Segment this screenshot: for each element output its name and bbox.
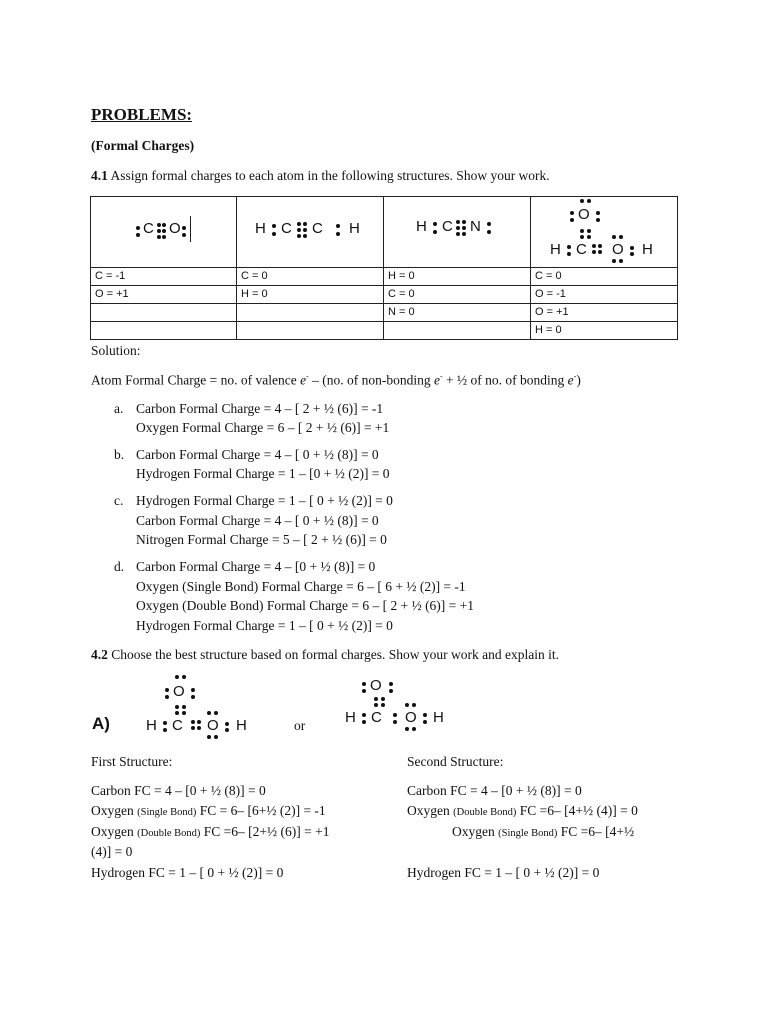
atom-label: H bbox=[345, 709, 356, 726]
table-cell: O = +1 bbox=[95, 288, 129, 300]
choice-label: A) bbox=[92, 714, 110, 733]
second-carbon: Carbon FC = 4 – [0 + ½ (8)] = 0 bbox=[407, 783, 582, 798]
formula-e: e bbox=[567, 372, 574, 388]
text-part: Oxygen bbox=[91, 824, 138, 839]
formula-part: ) bbox=[576, 372, 581, 388]
table-cell: H = 0 bbox=[535, 324, 562, 336]
text-part: Oxygen bbox=[452, 824, 499, 839]
atom-label: H bbox=[255, 220, 266, 237]
atom-label: O bbox=[578, 206, 590, 223]
table-cell: H = 0 bbox=[388, 270, 415, 282]
table-cell: H = 0 bbox=[241, 288, 268, 300]
question-text: Choose the best structure based on formal charges. Show your work and explain it. bbox=[111, 647, 560, 662]
first-oxygen-cont: (4)] = 0 bbox=[91, 844, 133, 859]
atom-label: H bbox=[146, 717, 157, 734]
answer-line: Hydrogen Formal Charge = 1 – [0 + ½ (2)] = 0 bbox=[136, 466, 390, 481]
solution-label: Solution: bbox=[91, 343, 141, 358]
formula-e: e bbox=[300, 372, 307, 388]
answer-letter: b. bbox=[114, 447, 125, 462]
atom-label: C bbox=[576, 241, 587, 258]
table-cell: O = -1 bbox=[535, 288, 566, 300]
or-label: or bbox=[294, 718, 306, 733]
answer-line: Oxygen (Double Bond) Formal Charge = 6 – [ 2 + ½ (6)] = +1 bbox=[136, 598, 475, 613]
first-oxygen-double bbox=[91, 824, 330, 840]
table-cell: C = 0 bbox=[241, 270, 268, 282]
formula-part: Atom Formal Charge = no. of valence bbox=[91, 372, 301, 388]
answer-line: Carbon Formal Charge = 4 – [0 + ½ (8)] = 0 bbox=[136, 559, 376, 574]
answer-line: Oxygen Formal Charge = 6 – [ 2 + ½ (6)] = +1 bbox=[136, 420, 390, 435]
first-structure-title: First Structure: bbox=[91, 754, 173, 769]
atom-label: O bbox=[169, 220, 181, 237]
table-cell: C = 0 bbox=[388, 288, 415, 300]
question-number: 4.1 bbox=[91, 168, 108, 183]
formula-part: + ½ of no. of bonding bbox=[442, 372, 568, 388]
answer-line: Carbon Formal Charge = 4 – [ 0 + ½ (8)] = 0 bbox=[136, 513, 379, 528]
atom-label: H bbox=[416, 218, 427, 235]
table-cell: N = 0 bbox=[388, 306, 415, 318]
atom-label: C bbox=[172, 717, 183, 734]
answer-line: Hydrogen Formal Charge = 1 – [ 0 + ½ (2)] = 0 bbox=[136, 618, 393, 633]
bond-note: (Double Bond) bbox=[137, 828, 201, 839]
bond-note: (Double Bond) bbox=[453, 807, 517, 818]
second-oxygen-single bbox=[452, 824, 634, 840]
answer-letter: c. bbox=[114, 493, 124, 508]
text-part: Oxygen bbox=[91, 803, 138, 818]
atom-label: O bbox=[405, 709, 417, 726]
text-part: FC = 6– [6+½ (2)] = -1 bbox=[196, 803, 326, 818]
answer-letter: d. bbox=[114, 559, 125, 574]
atom-label: H bbox=[642, 241, 653, 258]
atom-label: O bbox=[207, 717, 219, 734]
second-structure-title: Second Structure: bbox=[407, 754, 504, 769]
question-number: 4.2 bbox=[91, 647, 108, 662]
atom-label: H bbox=[349, 220, 360, 237]
text-part: FC =6– [2+½ (6)] = +1 bbox=[200, 824, 330, 839]
question-4-2 bbox=[91, 647, 559, 663]
atom-label: C bbox=[312, 220, 323, 237]
question-4-1 bbox=[91, 168, 550, 184]
first-hydrogen: Hydrogen FC = 1 – [ 0 + ½ (2)] = 0 bbox=[91, 865, 284, 880]
atom-label: N bbox=[470, 218, 481, 235]
atom-label: C bbox=[143, 220, 154, 237]
second-hydrogen: Hydrogen FC = 1 – [ 0 + ½ (2)] = 0 bbox=[407, 865, 600, 880]
formal-charge-formula bbox=[91, 372, 581, 389]
answer-line: Carbon Formal Charge = 4 – [ 0 + ½ (8)] = 0 bbox=[136, 447, 379, 462]
section-subheading: (Formal Charges) bbox=[91, 138, 195, 153]
second-oxygen-double bbox=[407, 803, 638, 819]
bond-note: (Single Bond) bbox=[498, 828, 558, 839]
text-part: FC =6– [4+½ (4)] = 0 bbox=[516, 803, 638, 818]
text-part: Oxygen bbox=[407, 803, 454, 818]
atom-label: C bbox=[371, 709, 382, 726]
formula-e: e bbox=[434, 372, 440, 388]
table-cell: O = +1 bbox=[535, 306, 569, 318]
atom-label: O bbox=[612, 241, 624, 258]
question-text: Assign formal charges to each atom in the following structures. Show your work. bbox=[110, 168, 550, 183]
atom-label: O bbox=[173, 683, 185, 700]
answer-line: Nitrogen Formal Charge = 5 – [ 2 + ½ (6)] = 0 bbox=[136, 532, 387, 547]
atom-label: O bbox=[370, 677, 382, 694]
answer-line: Carbon Formal Charge = 4 – [ 2 + ½ (6)] = -1 bbox=[136, 401, 384, 416]
formula-sup: - bbox=[440, 372, 443, 381]
bond-note: (Single Bond) bbox=[137, 807, 197, 818]
formula-part: – (no. of non-bonding bbox=[308, 372, 434, 388]
formula-sup: - bbox=[306, 372, 309, 381]
answer-line: Oxygen (Single Bond) Formal Charge = 6 – [ 6 + ½ (2)] = -1 bbox=[136, 579, 466, 594]
formula-sup: - bbox=[573, 372, 577, 381]
answer-line: Hydrogen Formal Charge = 1 – [ 0 + ½ (2)] = 0 bbox=[136, 493, 393, 508]
table-cell: C = 0 bbox=[535, 270, 562, 282]
answer-letter: a. bbox=[114, 401, 124, 416]
table-cell: C = -1 bbox=[95, 270, 126, 282]
atom-label: H bbox=[433, 709, 444, 726]
atom-label: H bbox=[236, 717, 247, 734]
text-part: FC =6– [4+½ bbox=[557, 824, 635, 839]
atom-label: C bbox=[281, 220, 292, 237]
page-heading: PROBLEMS: bbox=[91, 105, 193, 124]
first-carbon: Carbon FC = 4 – [0 + ½ (8)] = 0 bbox=[91, 783, 266, 798]
first-oxygen-single bbox=[91, 803, 326, 819]
atom-label: C bbox=[442, 218, 453, 235]
atom-label: H bbox=[550, 241, 561, 258]
